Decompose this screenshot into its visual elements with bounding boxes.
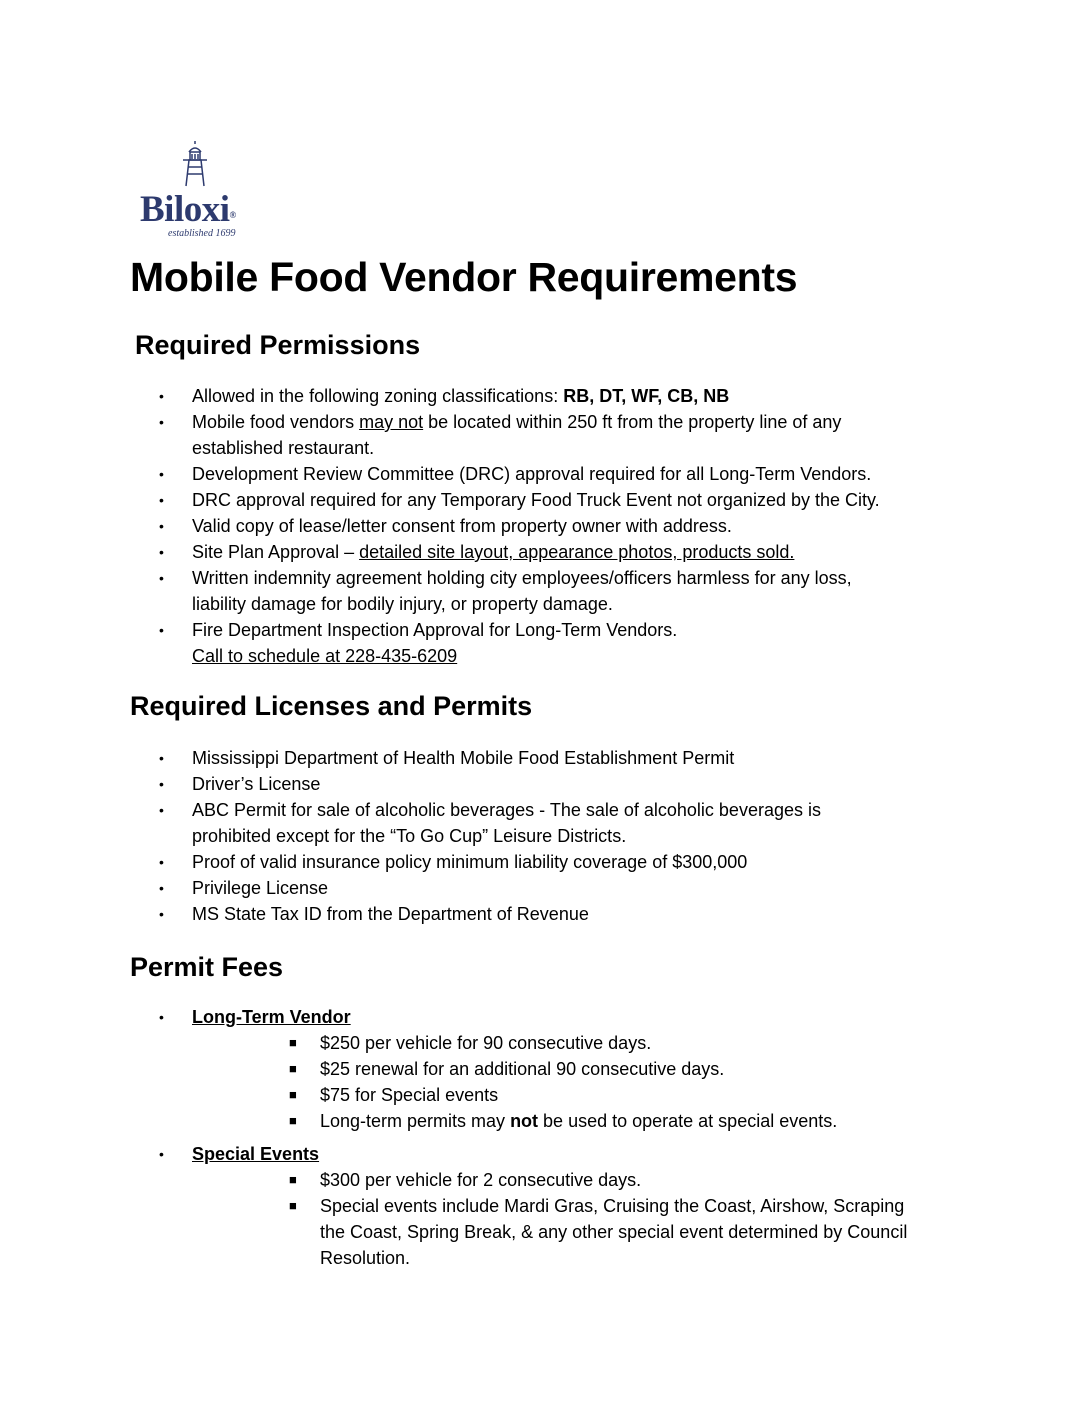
fees-special-list: [289, 1167, 1000, 1271]
list-item: • Site Plan Approval – detailed site layout, appearance photos, products sold.: [159, 542, 795, 562]
list-item: ■ $75 for Special events: [289, 1085, 499, 1105]
list-item: ■ $300 per vehicle for 2 consecutive days.: [289, 1170, 642, 1190]
list-item: • Valid copy of lease/letter consent from property owner with address.: [159, 516, 732, 536]
list-item: • Proof of valid insurance policy minimum liability coverage of $300,000: [159, 852, 748, 872]
list-item: ■ $25 renewal for an additional 90 consecutive days.: [289, 1059, 725, 1079]
list-item: • Privilege License: [159, 878, 329, 898]
logo-tagline: established 1699: [168, 228, 236, 239]
list-item: • Mississippi Department of Health Mobile Food Establishment Permit: [159, 748, 735, 768]
heading-permit-fees: Permit Fees: [130, 952, 284, 982]
licenses-list: [159, 745, 1012, 927]
list-item: ■ Long-term permits may not be used to operate at special events.: [289, 1111, 838, 1131]
list-item: • Special Events: [159, 1144, 320, 1164]
list-item: • Long-Term Vendor: [159, 1007, 351, 1027]
list-item: ■ Special events include Mardi Gras, Cruising the Coast, Airshow, Scraping the Coast, Spring Break, & any other special event determined by Council Resolution.: [289, 1196, 908, 1268]
fees-long-term-list: [289, 1030, 980, 1134]
heading-required-permissions: Required Permissions: [135, 330, 421, 360]
list-item: • DRC approval required for any Temporary Food Truck Event not organized by the City.: [159, 490, 880, 510]
fees-special-heading: [159, 1141, 792, 1167]
heading-required-licenses: Required Licenses and Permits: [130, 691, 533, 721]
logo-wordmark: Biloxi®: [140, 189, 236, 230]
page-title: Mobile Food Vendor Requirements: [130, 254, 798, 300]
list-item: ■ $250 per vehicle for 90 consecutive days.: [289, 1033, 652, 1053]
permissions-list: [159, 383, 1012, 669]
list-item: • Driver’s License: [159, 774, 321, 794]
fees-long-term-heading: [159, 1004, 792, 1030]
list-item: • Written indemnity agreement holding city employees/officers harmless for any loss, liability damage for bodily injury, or property damage.: [159, 568, 852, 614]
list-item: • Fire Department Inspection Approval for Long-Term Vendors. Call to schedule at 228-435-6209: [159, 620, 678, 666]
biloxi-logo: [134, 140, 254, 240]
list-item: • Mobile food vendors may not be located within 250 ft from the property line of any established restaurant.: [159, 412, 842, 458]
list-item: • Development Review Committee (DRC) approval required for all Long-Term Vendors.: [159, 464, 872, 484]
list-item: • ABC Permit for sale of alcoholic beverages - The sale of alcoholic beverages is prohibited except for the “To Go Cup” Leisure Districts.: [159, 800, 821, 846]
fire-dept-phone-link[interactable]: Call to schedule at 228-435-6209: [192, 646, 458, 666]
list-item: • MS State Tax ID from the Department of Revenue: [159, 904, 589, 924]
list-item: • Allowed in the following zoning classifications: RB, DT, WF, CB, NB: [159, 386, 730, 406]
